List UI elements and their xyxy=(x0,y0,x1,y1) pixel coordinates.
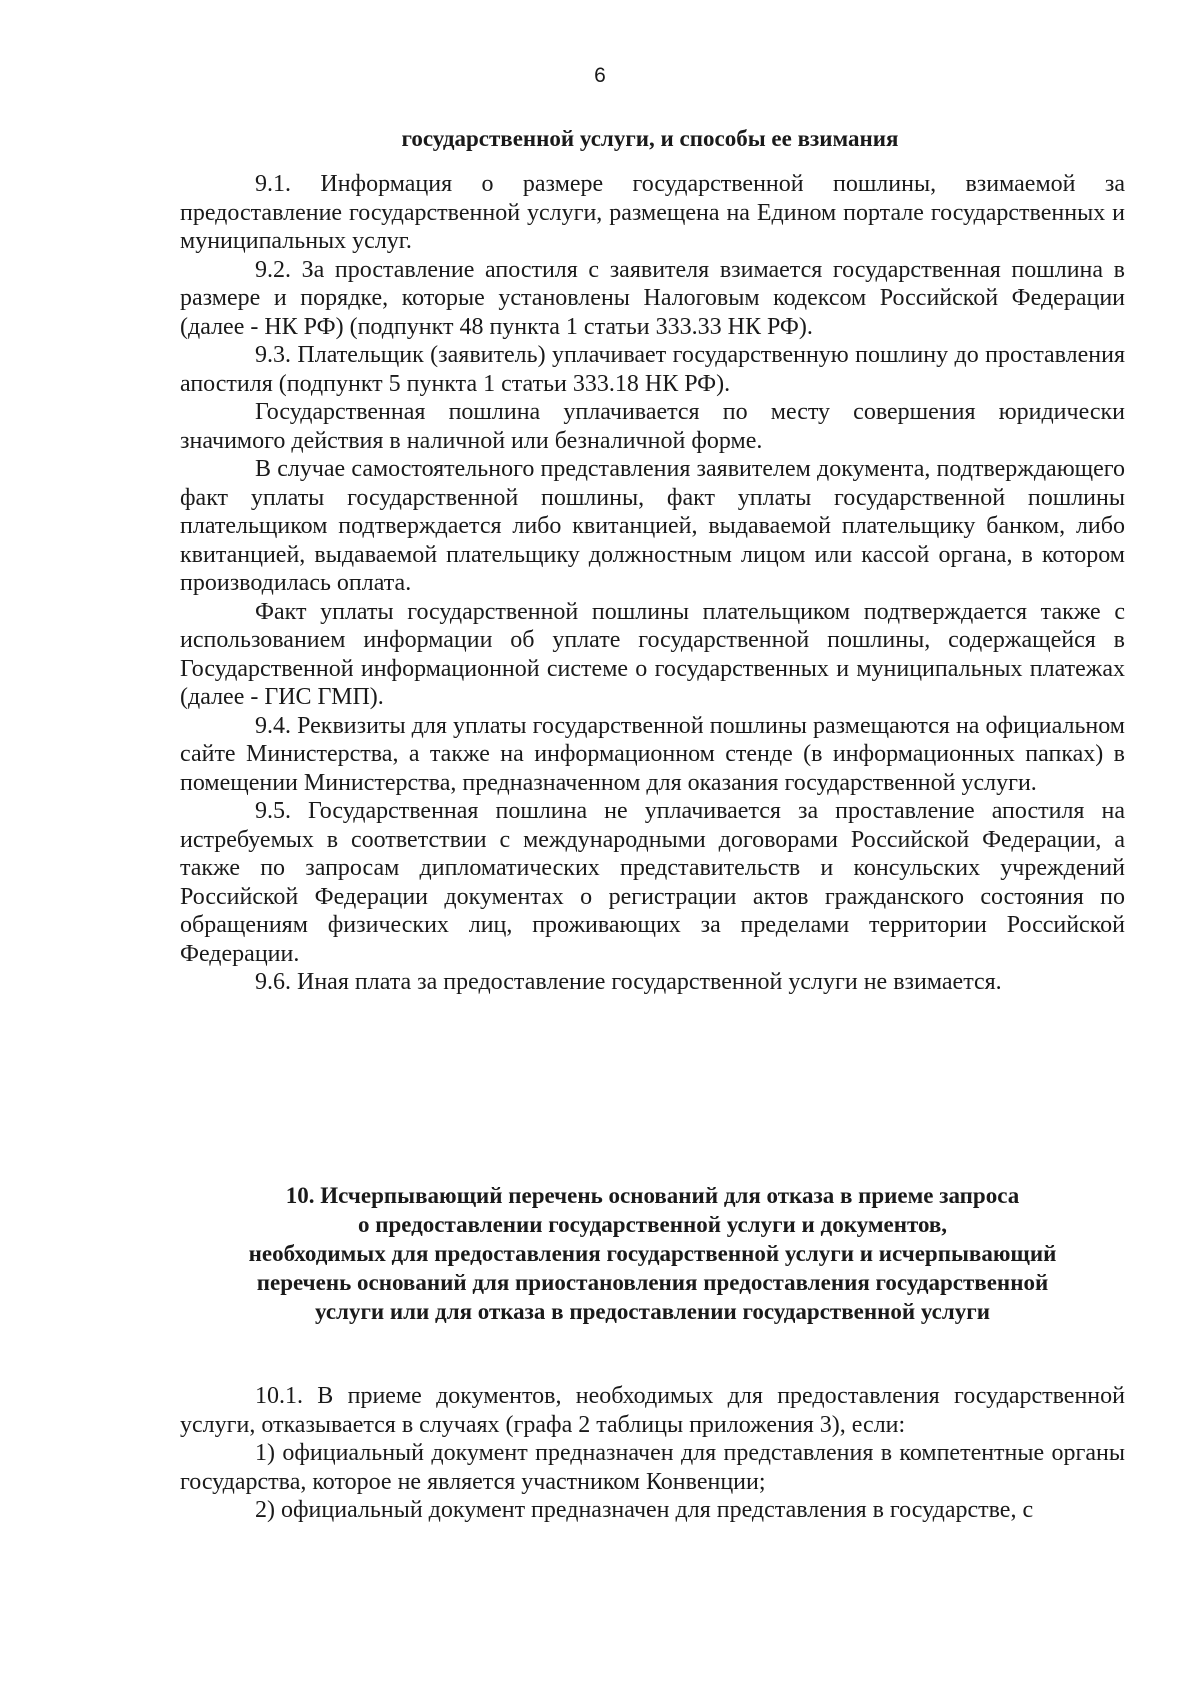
paragraph: 9.2. За проставление апостиля с заявителя взимается государственная пошлина в размере и порядке, которые установлены Налоговым кодексом Российской Федерации (далее - НК РФ) (подпункт 48 пункта 1 статьи 333.33 НК РФ). xyxy=(180,256,1125,340)
paragraph: Факт уплаты государственной пошлины плательщиком подтверждается также с использованием информации об уплате государственной пошлины, содержащейся в Государственной информационной системе о государственных и муниципальных платежах (далее - ГИС ГМП). xyxy=(180,598,1125,710)
heading-line: о предоставлении государственной услуги и документов, xyxy=(357,1212,948,1237)
paragraph: 9.6. Иная плата за предоставление государственной услуги не взимается. xyxy=(255,969,1002,995)
section-10-heading xyxy=(180,1181,1125,1326)
heading-line: перечень оснований для приостановления предоставления государственной xyxy=(256,1270,1049,1295)
paragraph: 9.5. Государственная пошлина не уплачивается за проставление апостиля на истребуемых в соответствии с международными договорами Российской Федерации, а также по запросам дипломатических представительств и консульских учреждений Российской Федерации документах о регистрации актов гражданского состояния по обращениям физических лиц, проживающих за пределами территории Российской Федерации. xyxy=(180,798,1125,967)
paragraph: В случае самостоятельного представления заявителем документа, подтверждающего факт уплаты государственной пошлины, факт уплаты государственной пошлины плательщиком подтверждается либо квитанцией, выдаваемой плательщику банком, либо квитанцией, выдаваемой плательщику должностным лицом или кассой органа, в котором производилась оплата. xyxy=(180,456,1125,596)
paragraph: 9.1. Информация о размере государственной пошлины, взимаемой за предоставление государственной услуги, размещена на Едином портале государственных и муниципальных услуг. xyxy=(180,171,1125,254)
section-9-body xyxy=(180,170,1125,997)
paragraph: 1) официальный документ предназначен для представления в компетентные органы государства, которое не является участником Конвенции; xyxy=(180,1440,1125,1495)
heading-line: услуги или для отказа в предоставлении государственной услуги xyxy=(315,1299,990,1324)
paragraph: 10.1. В приеме документов, необходимых для предоставления государственной услуги, отказывается в случаях (графа 2 таблицы приложения 3), если: xyxy=(180,1383,1125,1438)
paragraph: 2) официальный документ предназначен для представления в государстве, с xyxy=(255,1497,1034,1523)
section-10-body xyxy=(180,1382,1125,1525)
section-heading-continuation: государственной услуги, и способы ее взимания xyxy=(401,126,899,151)
page-number: 6 xyxy=(594,64,606,87)
heading-line: необходимых для предоставления государственной услуги и исчерпывающий xyxy=(248,1241,1057,1266)
paragraph: Государственная пошлина уплачивается по месту совершения юридически значимого действия в наличной или безналичной форме. xyxy=(180,399,1125,454)
paragraph: 9.3. Плательщик (заявитель) уплачивает государственную пошлину до проставления апостиля (подпункт 5 пункта 1 статьи 333.18 НК РФ). xyxy=(180,342,1125,397)
heading-line: 10. Исчерпывающий перечень оснований для отказа в приеме запроса xyxy=(285,1183,1020,1208)
paragraph: 9.4. Реквизиты для уплаты государственной пошлины размещаются на официальном сайте Министерства, а также на информационном стенде (в информационных папках) в помещении Министерства, предназначенном для оказания государственной услуги. xyxy=(180,712,1125,796)
